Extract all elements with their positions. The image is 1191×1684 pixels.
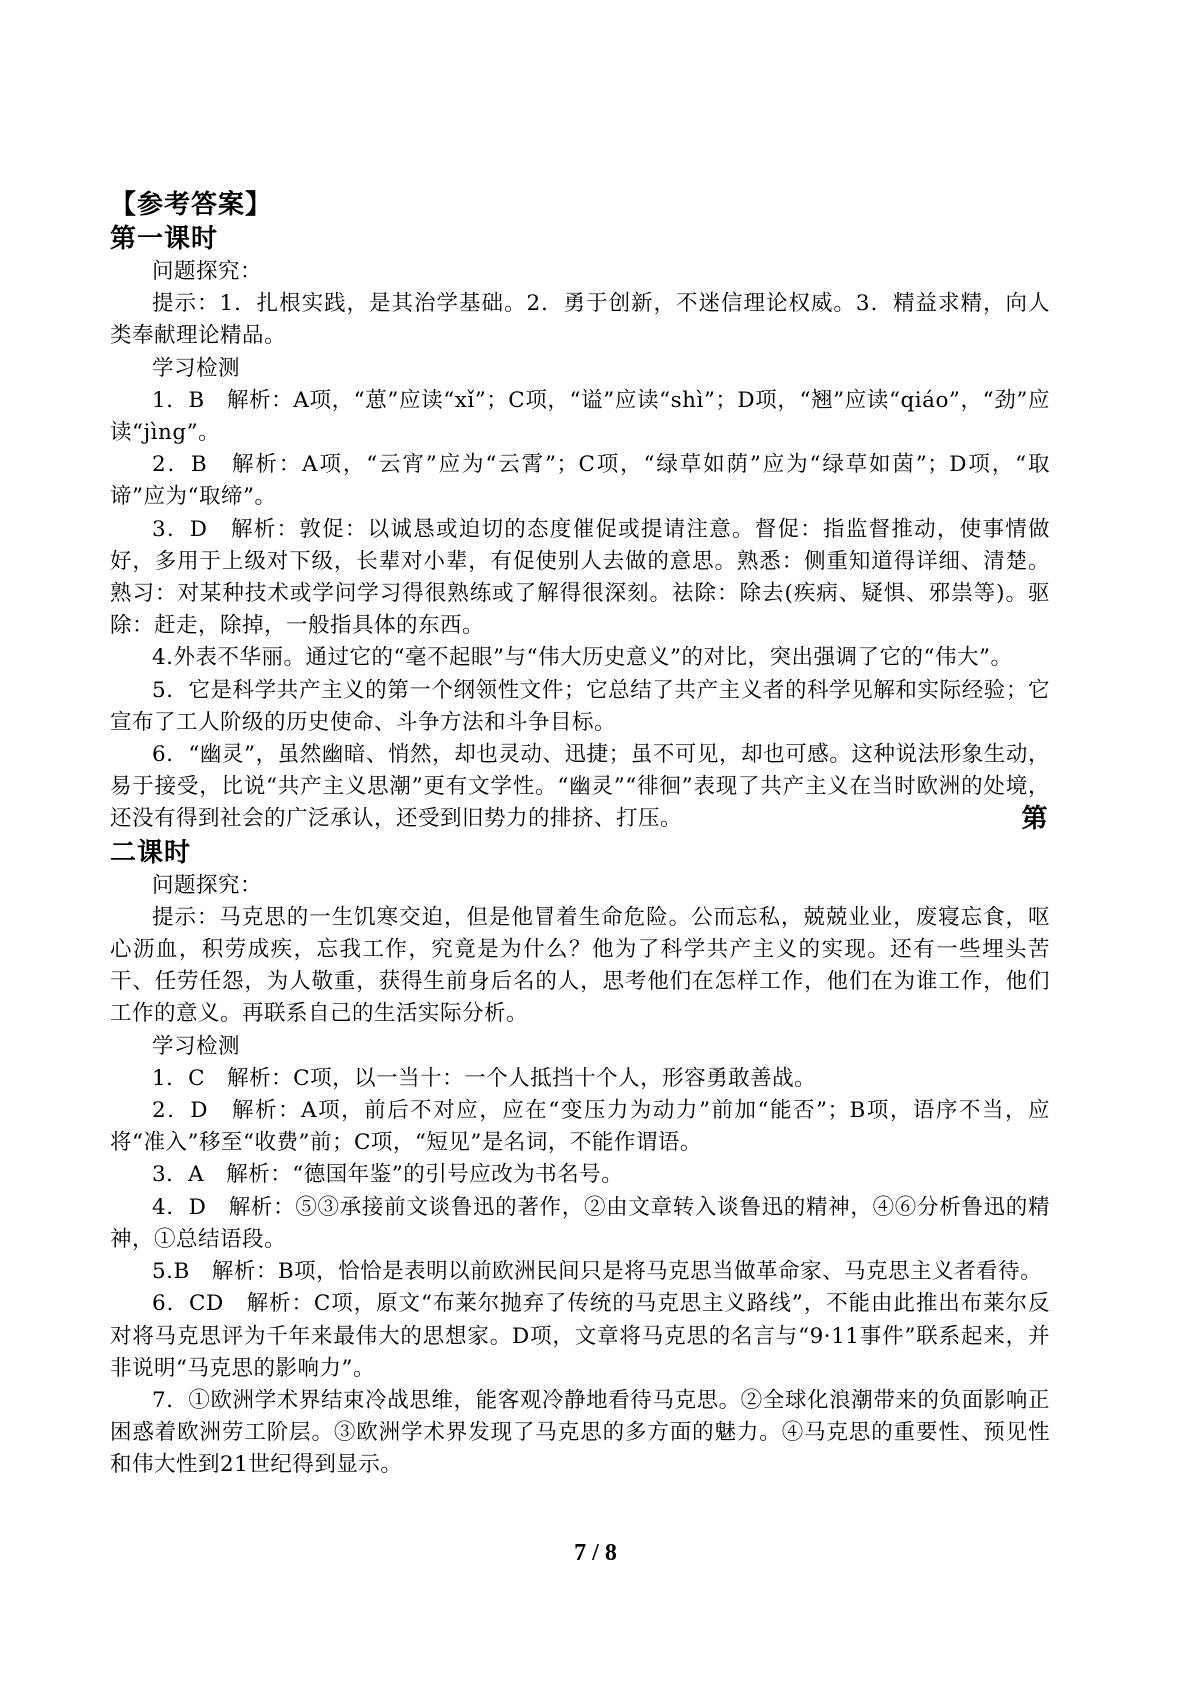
lesson1-answer-5: 5．它是科学共产主义的第一个纲领性文件；它总结了共产主义者的科学见解和实际经验；它宣布了工人阶级的历史使命、斗争方法和斗争目标。 — [110, 677, 1050, 735]
lesson1-explore-label: 问题探究： — [152, 259, 263, 284]
page-number: 7 / 8 — [574, 1540, 617, 1566]
lesson2-answer-3: 3．A 解析：“德国年鉴”的引号应改为书名号。 — [152, 1162, 624, 1188]
lesson1-heading: 第一课时 — [110, 224, 219, 254]
lesson1-answer-6 — [110, 739, 1050, 836]
lesson2-heading-part1: 第 — [1021, 804, 1048, 835]
lesson2-check-label: 学习检测 — [152, 1033, 241, 1059]
lesson1-answer-3: 3．D 解析：敦促：以诚恳或迫切的态度催促或提请注意。督促：指监督推动，使事情做好，多用于上级对下级，长辈对小辈，有促使别人去做的意思。熟悉：侧重知道得详细、清楚。熟习：对某种技术或学问学习得很熟练或了解得很深刻。祛除：除去(疾病、疑惧、邪祟等)。驱除：赶走，除掉，一般指具体的东西。 — [110, 516, 1050, 639]
lesson1-answer-4: 4.外表不华丽。通过它的“毫不起眼”与“伟大历史意义”的对比，突出强调了它的“伟大”。 — [152, 645, 1013, 671]
lesson2-answer-1: 1．C 解析：C项，以一当十：一个人抵挡十个人，形容勇敢善战。 — [152, 1065, 817, 1091]
lesson1-answer-1: 1．B 解析：A项，“葸”应读“xǐ”；C项，“谥”应读“shì”；D项，“翘”应读“qiáo”，“劲”应读“jìng”。 — [110, 387, 1050, 446]
lesson2-explore-text: 提示：马克思的一生饥寒交迫，但是他冒着生命危险。公而忘私，兢兢业业，废寝忘食，呕心沥血，积劳成疾，忘我工作，究竟是为什么？他为了科学共产主义的实现。还有一些埋头苦干、任劳任怨，为人敬重，获得生前身后名的人，思考他们在怎样工作，他们在为谁工作，他们工作的意义。再联系自己的生活实际分析。 — [110, 904, 1050, 1027]
document-body — [110, 188, 1050, 1482]
lesson1-answer-6-text: 6．“幽灵”，虽然幽暗、悄然，却也灵动、迅捷；虽不可见，却也可感。这种说法形象生动，易于接受，比说“共产主义思潮”更有文学性。“幽灵”“徘徊”表现了共产主义在当时欧洲的处境，还没有得到社会的广泛承认，还受到旧势力的排挤、打压。 — [110, 742, 1050, 832]
lesson2-answer-2: 2．D 解析：A项，前后不对应，应在“变压力为动力”前加“能否”；B项，语序不当，应将“准入”移至“收费”前；C项，“短见”是名词，不能作谓语。 — [110, 1098, 1050, 1156]
lesson2-answer-6: 6．CD 解析：C项，原文“布莱尔抛弃了传统的马克思主义路线”，不能由此推出布莱尔反对将马克思评为千年来最伟大的思想家。D项，文章将马克思的名言与“9·11事件”联系起来，并非说明“马克思的影响力”。 — [110, 1291, 1050, 1381]
lesson1-answer-2: 2．B 解析：A项，“云宵”应为“云霄”；C项，“绿草如荫”应为“绿草如茵”；D项，“取谛”应为“取缔”。 — [110, 452, 1050, 510]
lesson2-answer-5: 5.B 解析：B项，恰恰是表明以前欧洲民间只是将马克思当做革命家、马克思主义者看待。 — [152, 1259, 1043, 1285]
lesson2-explore-label: 问题探究： — [152, 872, 263, 898]
lesson2-heading: 二课时 — [110, 837, 192, 868]
lesson1-explore-text: 提示：1．扎根实践，是其治学基础。2．勇于创新，不迷信理论权威。3．精益求精，向人类奉献理论精品。 — [110, 291, 1050, 349]
lesson2-answer-7: 7．①欧洲学术界结束冷战思维，能客观冷静地看待马克思。②全球化浪潮带来的负面影响正困惑着欧洲劳工阶层。③欧洲学术界发现了马克思的多方面的魅力。④马克思的重要性、预见性和伟大性到21世纪得到显示。 — [110, 1387, 1050, 1478]
lesson2-answer-4: 4．D 解析：⑤③承接前文谈鲁迅的著作，②由文章转入谈鲁迅的精神，④⑥分析鲁迅的精神，①总结语段。 — [110, 1194, 1050, 1252]
answer-title: 【参考答案】 — [110, 190, 273, 220]
lesson1-check-label: 学习检测 — [152, 355, 241, 381]
